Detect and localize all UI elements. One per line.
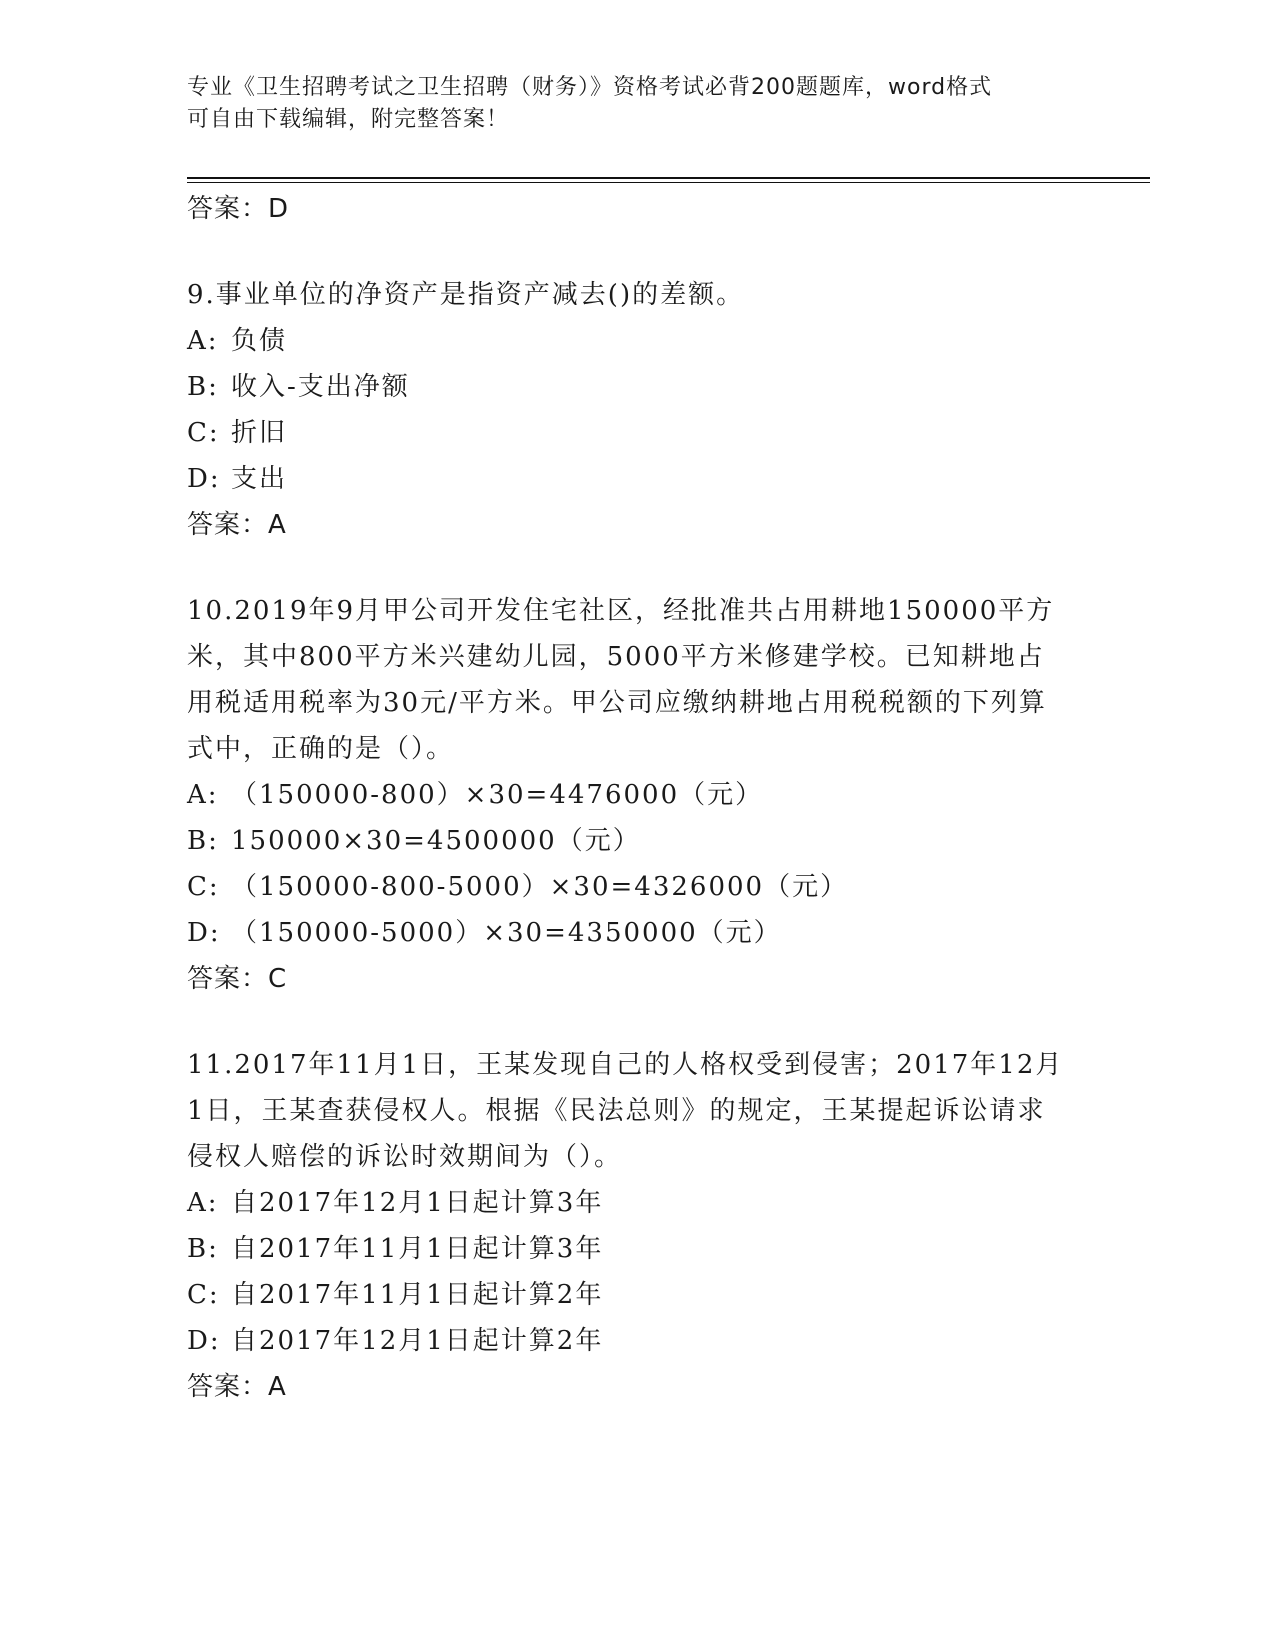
question-stem: 9.事业单位的净资产是指资产减去()的差额。 bbox=[187, 280, 745, 310]
option-text: 自2017年11月1日起计算2年 bbox=[231, 1280, 604, 1310]
option-key: C: bbox=[187, 418, 220, 448]
option-text: （150000-800-5000）×30=4326000（元） bbox=[231, 872, 849, 902]
option-a bbox=[187, 1180, 1067, 1226]
option-text: 自2017年11月1日起计算3年 bbox=[231, 1234, 604, 1264]
question-10 bbox=[187, 588, 1067, 1002]
option-key: C: bbox=[187, 872, 220, 902]
option-d bbox=[187, 456, 1067, 502]
option-d bbox=[187, 1318, 1067, 1364]
option-text: 自2017年12月1日起计算2年 bbox=[231, 1326, 604, 1356]
option-text: 支出 bbox=[231, 464, 288, 494]
option-c bbox=[187, 864, 1067, 910]
option-key: B: bbox=[187, 372, 219, 402]
option-text: （150000-800）×30=4476000（元） bbox=[231, 780, 764, 810]
header-divider-thin bbox=[187, 182, 1150, 183]
option-key: D: bbox=[187, 918, 221, 948]
option-text: 150000×30=4500000（元） bbox=[231, 826, 641, 856]
answer-line: 答案：A bbox=[187, 1372, 287, 1402]
document-body bbox=[187, 186, 1067, 1410]
header-divider-thick bbox=[187, 177, 1150, 179]
option-a bbox=[187, 772, 1067, 818]
option-key: B: bbox=[187, 826, 219, 856]
option-key: A: bbox=[187, 1188, 219, 1218]
option-text: （150000-5000）×30=4350000（元） bbox=[231, 918, 782, 948]
option-b bbox=[187, 364, 1067, 410]
answer-line: 答案：A bbox=[187, 510, 287, 540]
option-text: 折旧 bbox=[231, 418, 288, 448]
option-text: 收入-支出净额 bbox=[231, 372, 410, 402]
option-key: D: bbox=[187, 464, 221, 494]
header-line-2: 可自由下载编辑，附完整答案！ bbox=[187, 107, 510, 132]
question-stem: 11.2017年11月1日，王某发现自己的人格权受到侵害；2017年12月1日，王某查获侵权人。根据《民法总则》的规定，王某提起诉讼请求侵权人赔偿的诉讼时效期间为（）。 bbox=[187, 1050, 1064, 1172]
option-c bbox=[187, 410, 1067, 456]
header-line-1: 专业《卫生招聘考试之卫生招聘（财务）》资格考试必背200题题库，word格式 bbox=[187, 75, 993, 100]
option-key: B: bbox=[187, 1234, 219, 1264]
question-11 bbox=[187, 1042, 1067, 1410]
question-stem: 10.2019年9月甲公司开发住宅社区，经批准共占用耕地150000平方米，其中800平方米兴建幼儿园，5000平方米修建学校。已知耕地占用税适用税率为30元/平方米。甲公司应缴纳耕地占用税税额的下列算式中，正确的是（）。 bbox=[187, 596, 1055, 764]
option-b bbox=[187, 818, 1067, 864]
answer-line: 答案：D bbox=[187, 194, 290, 224]
option-key: A: bbox=[187, 780, 219, 810]
option-b bbox=[187, 1226, 1067, 1272]
option-text: 自2017年12月1日起计算3年 bbox=[231, 1188, 604, 1218]
option-key: D: bbox=[187, 1326, 221, 1356]
option-key: C: bbox=[187, 1280, 220, 1310]
question-9 bbox=[187, 272, 1067, 548]
option-text: 负债 bbox=[231, 326, 288, 356]
option-key: A: bbox=[187, 326, 219, 356]
option-c bbox=[187, 1272, 1067, 1318]
document-header bbox=[187, 72, 1067, 136]
answer-line: 答案：C bbox=[187, 964, 288, 994]
option-d bbox=[187, 910, 1067, 956]
option-a bbox=[187, 318, 1067, 364]
